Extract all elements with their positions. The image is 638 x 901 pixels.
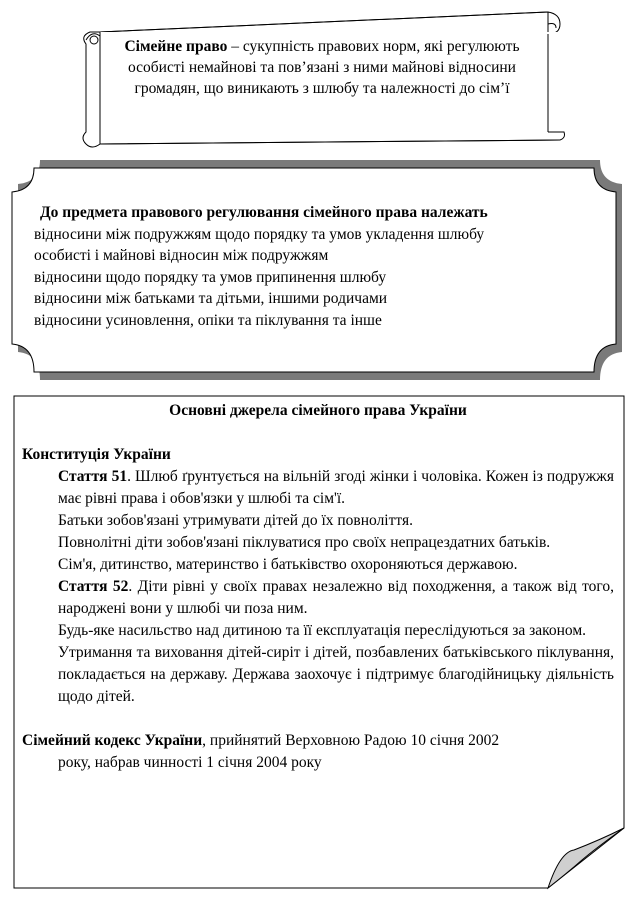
- plaque-item: відносини між батьками та дітьми, іншими родичами: [34, 290, 388, 307]
- article-51-paragraph: Повнолітні діти зобов'язані піклуватися про своїх непрацездатних батьків.: [58, 534, 551, 551]
- article-52-paragraph: Утримання та виховання дітей-сиріт і дітей, позбавлених батьківського піклування, покладається на державу. Держава заохочує і підтримує благодійницьку діяльність щодо дітей.: [58, 644, 614, 705]
- plaque-heading: До предмета правового регулювання сімейного права належать: [40, 204, 488, 221]
- plaque-item: відносини усиновлення, опіки та піклування та інше: [34, 311, 382, 329]
- plaque-item: особисті і майнові відносин між подружжям: [34, 247, 329, 264]
- definition-text: – сукупність правових норм, які регулюють особисті немайнові та пов’язані з ними майнові відносини громадян, що виникають з шлюбу та належності до сім’ї: [128, 38, 520, 97]
- article-52-text: . Діти рівні у своїх правах незалежно від походження, а також від того, народжені вони у шлюбі чи поза ним.: [58, 578, 614, 617]
- article-51-label: Стаття 51: [58, 468, 128, 485]
- plaque-item: відносини між подружжям щодо порядку та умов укладення шлюбу: [34, 225, 485, 243]
- sources-title: Основні джерела сімейного права України: [169, 402, 467, 419]
- article-52-label: Стаття 52: [58, 578, 129, 595]
- article-51: [22, 466, 614, 510]
- spacer: [22, 708, 614, 730]
- constitution-heading: Конституція України: [22, 446, 171, 463]
- article-51-paragraph: Батьки зобов'язані утримувати дітей до їх повноліття.: [58, 512, 413, 529]
- definition-term: Сімейне право: [124, 38, 228, 55]
- family-code: [22, 730, 614, 752]
- family-code-text: , прийнятий Верховною Радою 10 січня 2002: [202, 732, 500, 749]
- article-51-text: . Шлюб ґрунтується на вільній згоді жінки і чоловіка. Кожен із подружжя має рівні права і обов'язки у шлюбі та сім'ї.: [58, 468, 614, 507]
- family-code-continuation: року, набрав чинності 1 січня 2004 року: [58, 754, 322, 771]
- sources-note: [22, 400, 614, 774]
- definition-scroll: [112, 36, 532, 99]
- article-52-paragraph: Будь-яке насильство над дитиною та її експлуатація переслідуються за законом.: [58, 622, 587, 639]
- spacer: [22, 422, 614, 444]
- plaque-item: відносини щодо порядку та умов припинення шлюбу: [34, 268, 387, 286]
- article-52: [22, 576, 614, 620]
- subject-plaque: [34, 202, 604, 331]
- family-code-name: Сімейний кодекс України: [22, 732, 203, 749]
- article-51-paragraph: Сім'я, дитинство, материнство і батьківство охороняються державою.: [58, 556, 518, 573]
